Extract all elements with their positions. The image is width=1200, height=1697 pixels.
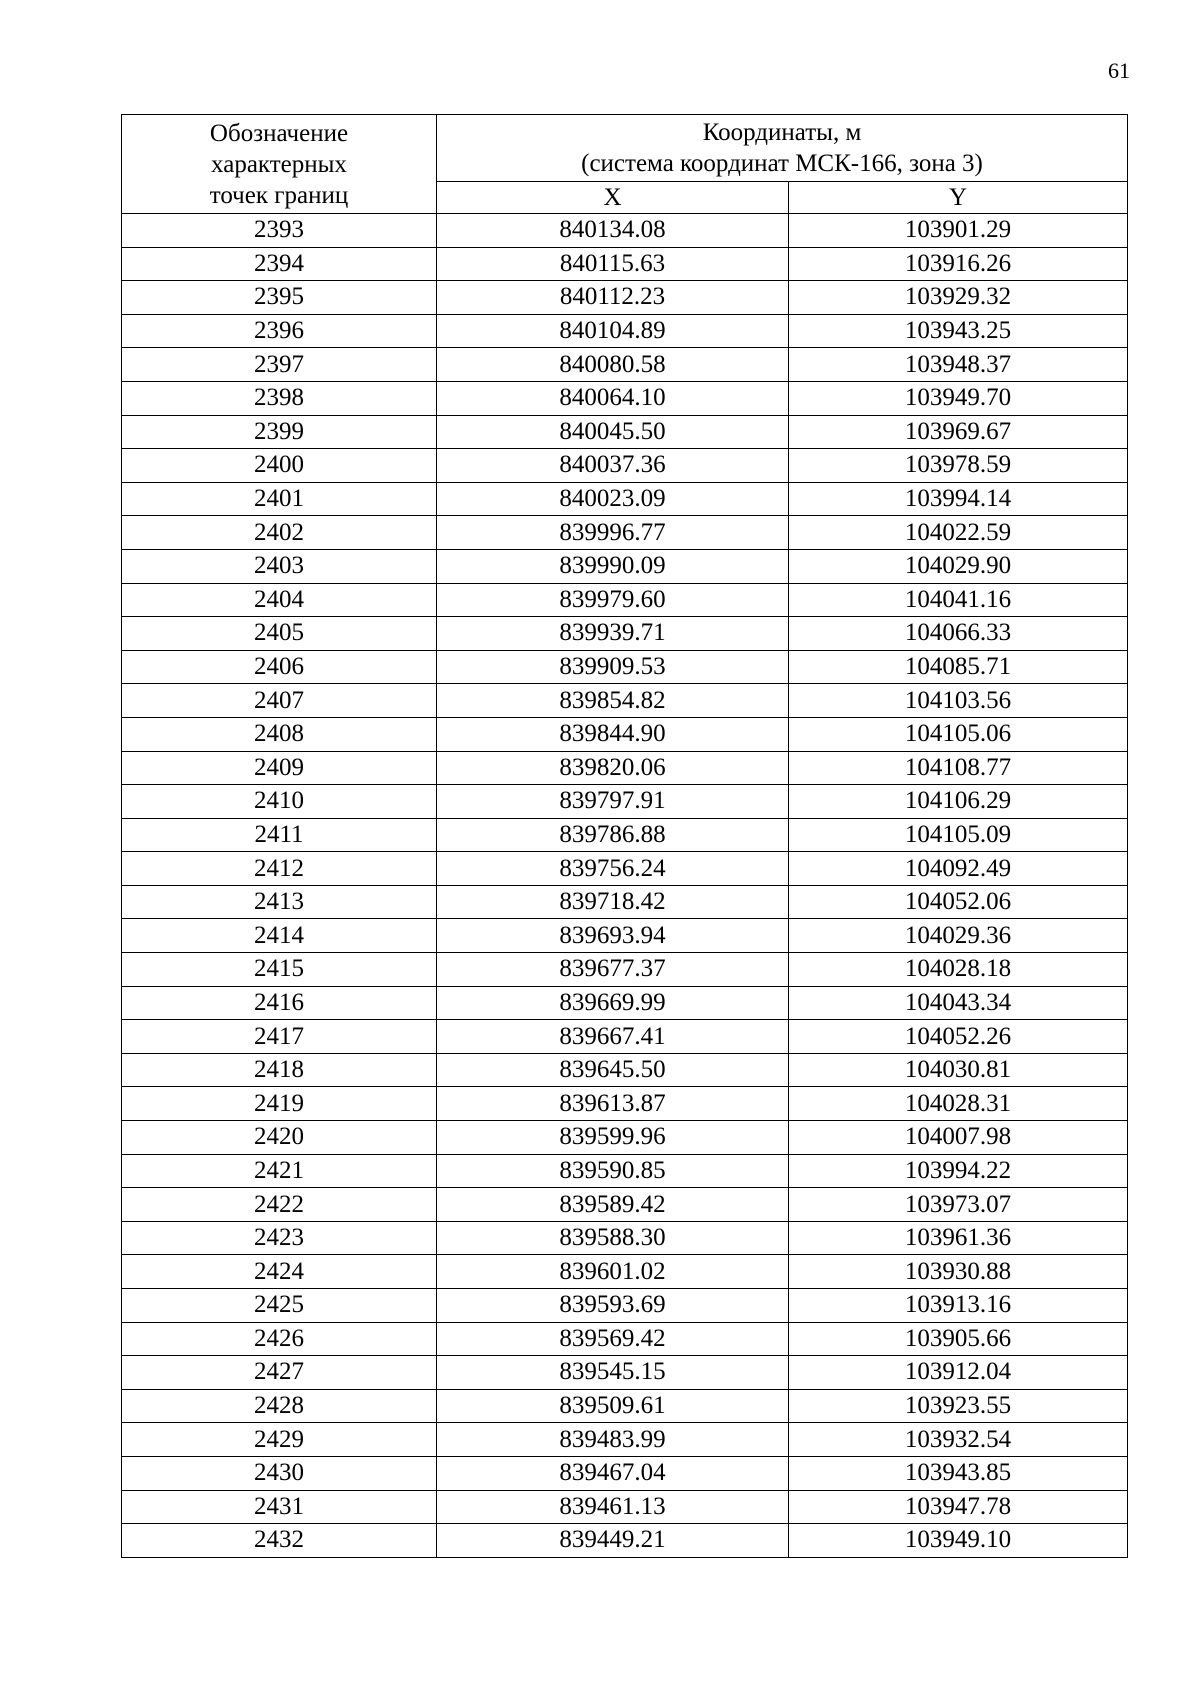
table-row — [122, 482, 1128, 516]
table-row — [122, 1289, 1128, 1323]
x-coordinate-cell: 839854.82 — [437, 684, 789, 718]
point-cell: 2423 — [122, 1221, 437, 1255]
y-coordinate-cell: 103905.66 — [789, 1322, 1128, 1356]
point-cell: 2428 — [122, 1389, 437, 1423]
table-row — [122, 516, 1128, 550]
point-cell: 2424 — [122, 1255, 437, 1289]
point-cell: 2398 — [122, 381, 437, 415]
x-coordinate-cell: 839939.71 — [437, 617, 789, 651]
x-coordinate-cell: 840134.08 — [437, 214, 789, 248]
point-cell: 2429 — [122, 1423, 437, 1457]
x-coordinate-cell: 839599.96 — [437, 1121, 789, 1155]
table-row — [122, 986, 1128, 1020]
x-coordinate-cell: 839669.99 — [437, 986, 789, 1020]
x-coordinate-cell: 839909.53 — [437, 650, 789, 684]
table-header — [122, 115, 1128, 214]
point-cell: 2412 — [122, 852, 437, 886]
point-cell: 2393 — [122, 214, 437, 248]
table-row — [122, 1154, 1128, 1188]
x-coordinate-cell: 839677.37 — [437, 953, 789, 987]
y-coordinate-cell: 104108.77 — [789, 751, 1128, 785]
page-number: 61 — [1108, 58, 1130, 83]
x-coordinate-cell: 839979.60 — [437, 583, 789, 617]
y-coordinate-cell: 104029.90 — [789, 549, 1128, 583]
x-coordinate-cell: 839467.04 — [437, 1456, 789, 1490]
y-coordinate-cell: 104085.71 — [789, 650, 1128, 684]
table-row — [122, 717, 1128, 751]
point-cell: 2421 — [122, 1154, 437, 1188]
x-coordinate-cell: 839645.50 — [437, 1053, 789, 1087]
y-coordinate-cell: 103948.37 — [789, 348, 1128, 382]
point-cell: 2395 — [122, 281, 437, 315]
table-row — [122, 785, 1128, 819]
point-cell: 2417 — [122, 1020, 437, 1054]
table-row — [122, 549, 1128, 583]
table-row — [122, 1389, 1128, 1423]
table-row — [122, 885, 1128, 919]
x-coordinate-cell: 839797.91 — [437, 785, 789, 819]
table-row — [122, 415, 1128, 449]
coordinates-table — [121, 114, 1128, 1558]
y-coordinate-cell: 104028.18 — [789, 953, 1128, 987]
y-coordinate-cell: 103949.70 — [789, 381, 1128, 415]
y-coordinate-cell: 104030.81 — [789, 1053, 1128, 1087]
point-cell: 2418 — [122, 1053, 437, 1087]
y-coordinate-cell: 104007.98 — [789, 1121, 1128, 1155]
x-coordinate-cell: 839593.69 — [437, 1289, 789, 1323]
point-cell: 2426 — [122, 1322, 437, 1356]
point-cell: 2420 — [122, 1121, 437, 1155]
x-coordinate-cell: 839461.13 — [437, 1490, 789, 1524]
table-row — [122, 617, 1128, 651]
point-cell: 2425 — [122, 1289, 437, 1323]
table-row — [122, 919, 1128, 953]
point-cell: 2419 — [122, 1087, 437, 1121]
x-coordinate-cell: 839820.06 — [437, 751, 789, 785]
y-coordinate-cell: 103943.85 — [789, 1456, 1128, 1490]
table-row — [122, 1423, 1128, 1457]
table-row — [122, 953, 1128, 987]
x-coordinate-cell: 839844.90 — [437, 717, 789, 751]
table-row — [122, 1087, 1128, 1121]
point-cell: 2408 — [122, 717, 437, 751]
point-cell: 2431 — [122, 1490, 437, 1524]
x-coordinate-cell: 839718.42 — [437, 885, 789, 919]
x-coordinate-cell: 839786.88 — [437, 818, 789, 852]
point-cell: 2403 — [122, 549, 437, 583]
y-coordinate-cell: 104043.34 — [789, 986, 1128, 1020]
y-coordinate-cell: 103901.29 — [789, 214, 1128, 248]
coordinates-header-line1: Координаты, м — [702, 119, 862, 146]
x-coordinate-cell: 840045.50 — [437, 415, 789, 449]
point-cell: 2415 — [122, 953, 437, 987]
y-coordinate-cell: 103943.25 — [789, 314, 1128, 348]
x-coordinate-cell: 839590.85 — [437, 1154, 789, 1188]
y-coordinate-cell: 104052.26 — [789, 1020, 1128, 1054]
table-row — [122, 751, 1128, 785]
table-row — [122, 1322, 1128, 1356]
y-coordinate-cell: 104066.33 — [789, 617, 1128, 651]
y-coordinate-cell: 103932.54 — [789, 1423, 1128, 1457]
point-cell: 2427 — [122, 1356, 437, 1390]
point-cell: 2410 — [122, 785, 437, 819]
x-coordinate-cell: 839990.09 — [437, 549, 789, 583]
point-cell: 2414 — [122, 919, 437, 953]
x-coordinate-cell: 839589.42 — [437, 1188, 789, 1222]
point-cell: 2404 — [122, 583, 437, 617]
table-row — [122, 449, 1128, 483]
point-cell: 2400 — [122, 449, 437, 483]
y-coordinate-cell: 104105.09 — [789, 818, 1128, 852]
point-cell: 2397 — [122, 348, 437, 382]
point-cell: 2416 — [122, 986, 437, 1020]
y-coordinate-cell: 104028.31 — [789, 1087, 1128, 1121]
point-cell: 2402 — [122, 516, 437, 550]
x-coordinate-cell: 839756.24 — [437, 852, 789, 886]
table-body — [122, 214, 1128, 1558]
x-coordinate-cell: 839613.87 — [437, 1087, 789, 1121]
x-coordinate-cell: 839693.94 — [437, 919, 789, 953]
point-cell: 2409 — [122, 751, 437, 785]
table-row — [122, 1356, 1128, 1390]
y-coordinate-cell: 103947.78 — [789, 1490, 1128, 1524]
x-coordinate-cell: 840023.09 — [437, 482, 789, 516]
x-coordinate-cell: 839545.15 — [437, 1356, 789, 1390]
y-coordinate-cell: 103923.55 — [789, 1389, 1128, 1423]
y-coordinate-cell: 103969.67 — [789, 415, 1128, 449]
y-coordinate-cell: 103913.16 — [789, 1289, 1128, 1323]
table-row — [122, 1188, 1128, 1222]
x-coordinate-cell: 840104.89 — [437, 314, 789, 348]
point-cell: 2399 — [122, 415, 437, 449]
point-cell: 2401 — [122, 482, 437, 516]
table-row — [122, 1524, 1128, 1558]
point-cell: 2396 — [122, 314, 437, 348]
table-row — [122, 1490, 1128, 1524]
table-row — [122, 583, 1128, 617]
y-column-header: Y — [789, 182, 1128, 214]
table-row — [122, 214, 1128, 248]
point-cell: 2432 — [122, 1524, 437, 1558]
x-coordinate-cell: 839509.61 — [437, 1389, 789, 1423]
y-coordinate-cell: 103973.07 — [789, 1188, 1128, 1222]
y-coordinate-cell: 104106.29 — [789, 785, 1128, 819]
y-coordinate-cell: 103978.59 — [789, 449, 1128, 483]
table-row — [122, 281, 1128, 315]
coordinates-header — [437, 115, 1128, 182]
y-coordinate-cell: 103916.26 — [789, 247, 1128, 281]
point-designation-header: Обозначение характерных точек границ — [122, 115, 437, 214]
y-coordinate-cell: 103961.36 — [789, 1221, 1128, 1255]
y-coordinate-cell: 104103.56 — [789, 684, 1128, 718]
x-coordinate-cell: 839667.41 — [437, 1020, 789, 1054]
x-coordinate-cell: 839569.42 — [437, 1322, 789, 1356]
table-row — [122, 1221, 1128, 1255]
x-column-header: X — [437, 182, 789, 214]
table-row — [122, 684, 1128, 718]
y-coordinate-cell: 103994.22 — [789, 1154, 1128, 1188]
table-row — [122, 650, 1128, 684]
y-coordinate-cell: 103949.10 — [789, 1524, 1128, 1558]
x-coordinate-cell: 839601.02 — [437, 1255, 789, 1289]
x-coordinate-cell: 839996.77 — [437, 516, 789, 550]
y-coordinate-cell: 104092.49 — [789, 852, 1128, 886]
x-coordinate-cell: 840115.63 — [437, 247, 789, 281]
point-cell: 2405 — [122, 617, 437, 651]
y-coordinate-cell: 104105.06 — [789, 717, 1128, 751]
table-row — [122, 381, 1128, 415]
x-coordinate-cell: 840064.10 — [437, 381, 789, 415]
y-coordinate-cell: 103912.04 — [789, 1356, 1128, 1390]
point-cell: 2406 — [122, 650, 437, 684]
point-cell: 2407 — [122, 684, 437, 718]
table-row — [122, 1053, 1128, 1087]
table-row — [122, 348, 1128, 382]
y-coordinate-cell: 104052.06 — [789, 885, 1128, 919]
table-row — [122, 1255, 1128, 1289]
x-coordinate-cell: 839449.21 — [437, 1524, 789, 1558]
y-coordinate-cell: 103930.88 — [789, 1255, 1128, 1289]
table-row — [122, 852, 1128, 886]
table-row — [122, 1456, 1128, 1490]
x-coordinate-cell: 840080.58 — [437, 348, 789, 382]
point-cell: 2413 — [122, 885, 437, 919]
y-coordinate-cell: 104022.59 — [789, 516, 1128, 550]
point-cell: 2430 — [122, 1456, 437, 1490]
x-coordinate-cell: 840112.23 — [437, 281, 789, 315]
x-coordinate-cell: 839483.99 — [437, 1423, 789, 1457]
y-coordinate-cell: 103929.32 — [789, 281, 1128, 315]
y-coordinate-cell: 103994.14 — [789, 482, 1128, 516]
y-coordinate-cell: 104029.36 — [789, 919, 1128, 953]
table-row — [122, 247, 1128, 281]
table-row — [122, 818, 1128, 852]
x-coordinate-cell: 840037.36 — [437, 449, 789, 483]
point-cell: 2422 — [122, 1188, 437, 1222]
y-coordinate-cell: 104041.16 — [789, 583, 1128, 617]
x-coordinate-cell: 839588.30 — [437, 1221, 789, 1255]
table-row — [122, 1020, 1128, 1054]
table-row — [122, 1121, 1128, 1155]
point-cell: 2394 — [122, 247, 437, 281]
point-cell: 2411 — [122, 818, 437, 852]
coordinates-header-line2: (система координат МСК-166, зона 3) — [581, 150, 983, 177]
table-row — [122, 314, 1128, 348]
